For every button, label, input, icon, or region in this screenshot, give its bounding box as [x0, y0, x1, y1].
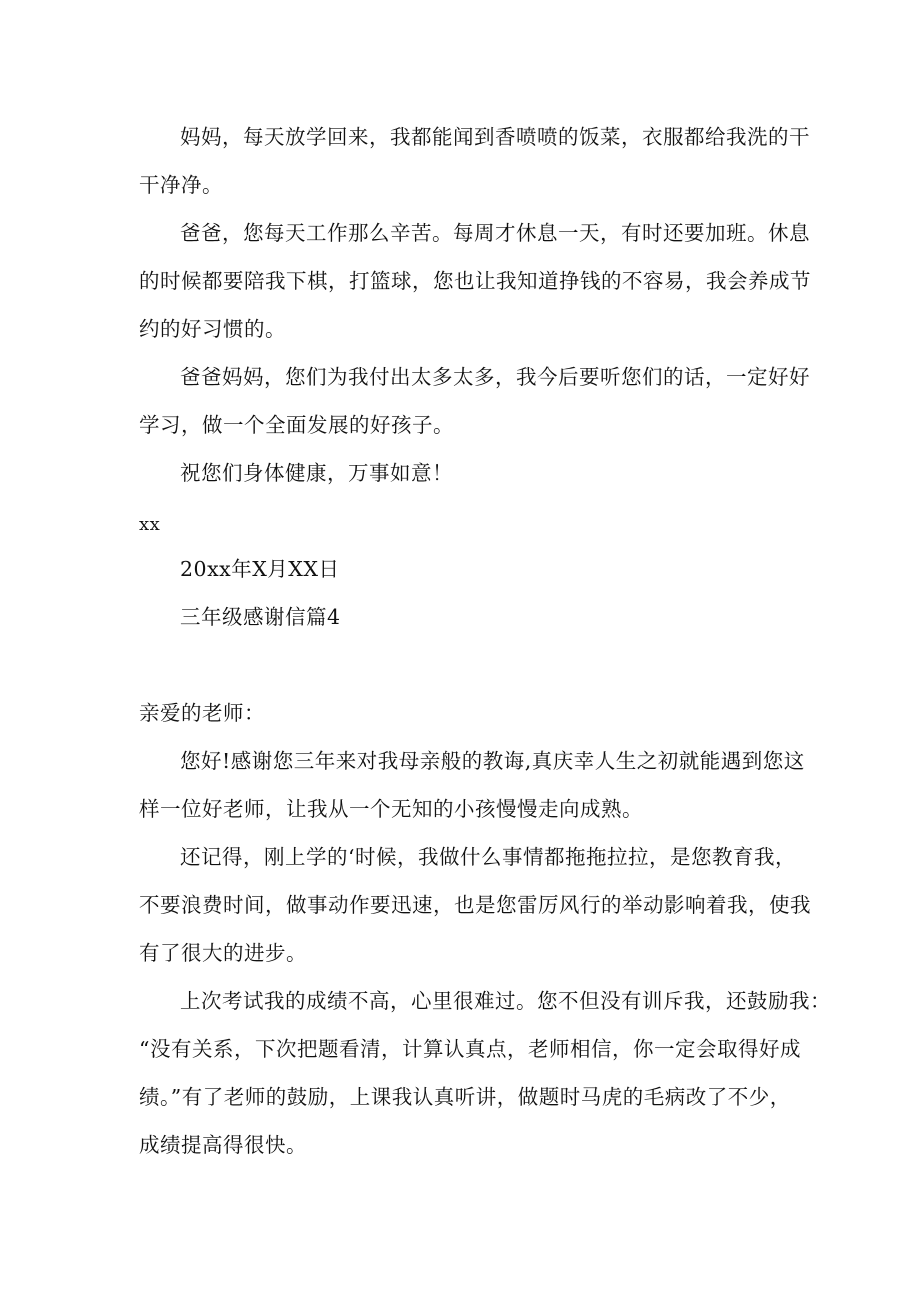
paragraph-dad-line-2: 的时候都要陪我下棋，打篮球，您也让我知道挣钱的不容易，我会养成节	[139, 269, 811, 293]
closing-wish: 祝您们身体健康，万事如意！	[180, 461, 453, 485]
paragraph-thanks-line-1: 您好!感谢您三年来对我母亲般的教诲,真庆幸人生之初就能遇到您这	[180, 749, 805, 773]
signature: xx	[139, 514, 161, 535]
paragraph-mom-line-2: 干净净。	[139, 173, 223, 197]
paragraph-exam-line-4: 成绩提高得很快。	[139, 1133, 307, 1157]
paragraph-exam-line-1: 上次考试我的成绩不高，心里很难过。您不但没有训斥我，还鼓励我：	[180, 989, 831, 1013]
paragraph-parents-line-2: 学习，做一个全面发展的好孩子。	[139, 413, 454, 437]
paragraph-exam-line-2: “没有关系，下次把题看清，计算认真点，老师相信，你一定会取得好成	[139, 1037, 801, 1061]
salutation: 亲爱的老师：	[139, 701, 265, 725]
paragraph-memory-line-1: 还记得，刚上学的‘时候，我做什么事情都拖拖拉拉，是您教育我，	[180, 845, 797, 869]
paragraph-exam-line-3: 绩。”有了老师的鼓励，上课我认真听讲，做题时马虎的毛病改了不少，	[139, 1085, 791, 1109]
paragraph-memory-line-2: 不要浪费时间，做事动作要迅速，也是您雷厉风行的举动影响着我，使我	[139, 893, 811, 917]
paragraph-parents-line-1: 爸爸妈妈，您们为我付出太多太多，我今后要听您们的话，一定好好	[180, 365, 810, 389]
paragraph-thanks-line-2: 样一位好老师，让我从一个无知的小孩慢慢走向成熟。	[139, 797, 643, 821]
paragraph-dad-line-1: 爸爸，您每天工作那么辛苦。每周才休息一天，有时还要加班。休息	[180, 221, 810, 245]
paragraph-mom-line-1: 妈妈，每天放学回来，我都能闻到香喷喷的饭菜，衣服都给我洗的干	[180, 125, 810, 149]
paragraph-dad-line-3: 约的好习惯的。	[139, 317, 286, 341]
section-title: 三年级感谢信篇4	[180, 605, 341, 629]
letter-date: 20xx年X月XX日	[180, 557, 340, 581]
paragraph-memory-line-3: 有了很大的进步。	[139, 941, 307, 965]
